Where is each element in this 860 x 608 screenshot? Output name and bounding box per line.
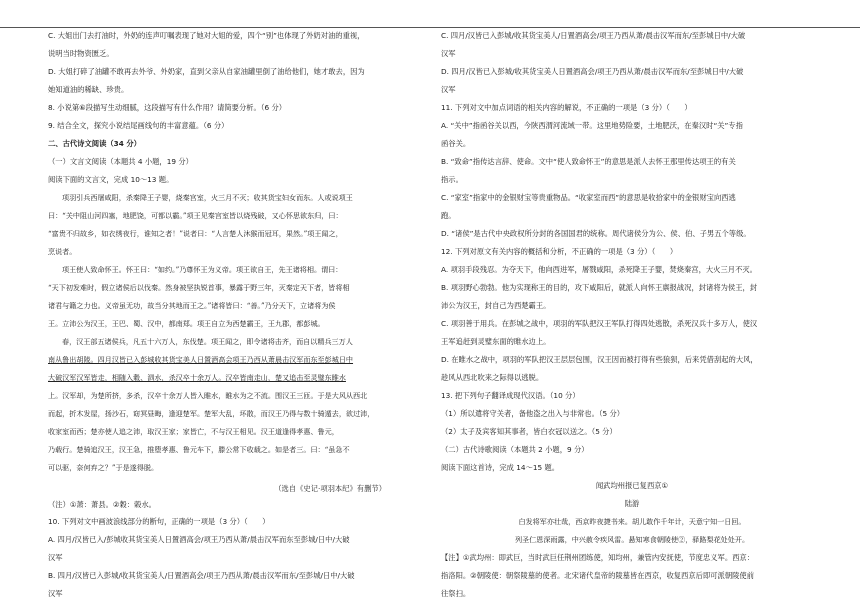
right-text-line: 汉军 <box>441 85 456 94</box>
right-text-line: C. 四月/汉皆已入彭城/收其货宝美人/日置酒高会/项王乃西从萧/晨击汉军而东/至彭城日中/大破 <box>441 31 746 40</box>
right-text-line: D. 四月/汉皆已入彭城/收其货宝美人日置酒高会/项王乃西从萧/晨击汉军而东/至彭城日中/大破 <box>441 67 744 76</box>
left-text-line: “富贵不归故乡，如衣绣夜行，谁知之者！”说者曰：“人言楚人沐猴而冠耳，果然。”项王闻之， <box>48 229 343 238</box>
left-column <box>48 0 436 608</box>
left-text-line: “天下初发难时，假立诸侯后以伐秦。然身被坚执锐首事，暴露于野三年，灭秦定天下者，皆将相 <box>48 283 350 292</box>
left-text-line: 王。立沛公为汉王，王巴、蜀、汉中，都南郑。项王自立为西楚霸王，王九郡，都彭城。 <box>48 319 325 328</box>
right-text-line: 陆游 <box>624 499 640 508</box>
left-text-line: 诸君与籍之力也。义帝虽无功，故当分其地而王之。”诸将皆曰：“善。”乃分天下，立诸将为侯 <box>48 301 336 310</box>
right-text-line: 沛公为汉王，封自己为西楚霸王。 <box>441 301 551 310</box>
right-column <box>441 0 823 608</box>
right-text-line: 闻武均州报已复西京① <box>595 481 669 490</box>
left-text-line: 曰：“关中阻山河四塞，地肥饶，可都以霸。”项王见秦宫室皆以烧残破，又心怀思欲东归，曰： <box>48 211 343 220</box>
right-text-line: 12. 下列对原文有关内容的概括和分析，不正确的一项是（3 分）（ ） <box>441 247 678 256</box>
left-text-line: 乃载行。楚骑追汉王，汉王急，推堕孝惠、鲁元车下，滕公常下收载之。如是者三。曰：“虽急不 <box>48 445 350 454</box>
right-text-line: （二）古代诗歌阅读（本题共 2 小题，9 分） <box>441 445 589 454</box>
left-text-line: 汉军 <box>48 589 63 598</box>
right-text-line: 阅读下面这首诗，完成 14～15 题。 <box>441 463 560 472</box>
left-text-line: 10. 下列对文中画波浪线部分的断句，正确的一项是（3 分）（ ） <box>48 517 270 526</box>
right-text-line: 指洛阳。②朝陵使：朝祭陵墓的使者。北宋诸代皇帝的陵墓皆在西京，收复西京后即可派朝陵使前 <box>441 571 755 580</box>
right-text-line: A. “关中”指函谷关以西，今陕西渭河流域一带。这里地势险要，土地肥沃，在秦汉时“关”专指 <box>441 121 743 130</box>
left-text-line: 阅读下面的文言文，完成 10～13 题。 <box>48 175 174 184</box>
left-text-line: 8. 小说第⑥段描写生动细腻，这段描写有什么作用？请简要分析。（6 分） <box>48 103 287 112</box>
right-text-line: B. 项羽野心勃勃。他为实现称王的目的，攻下咸阳后，就派人向怀王禀报战况，封诸将为侯王，封 <box>441 283 758 292</box>
right-text-line: 白发将军亦壮哉，西京昨夜捷书来。胡儿敢作千年计，天意宁知一日回。 <box>518 517 746 526</box>
left-text-line: 汉军 <box>48 553 63 562</box>
right-text-line: （2）太子及宾客知其事者，皆白衣冠以送之。（5 分） <box>441 427 617 436</box>
left-text-line: （选自《史记·项羽本纪》有删节） <box>274 484 386 493</box>
right-text-line: 函谷关。 <box>441 139 471 148</box>
right-text-line: 跑。 <box>441 211 456 220</box>
left-text-line: C. 大姐出门去打油时，外奶的连声叮嘱表现了她对大姐的爱，四个“别”也体现了外奶对油的重视， <box>48 31 365 40</box>
left-text-line: 南从鲁出胡陵。四月汉皆已入彭城收其货宝美人日置酒高会项王乃西从萧晨击汉军而东至彭城日中 <box>48 355 354 364</box>
right-text-line: （1）所以遣将守关者，备他盗之出入与非常也。（5 分） <box>441 409 625 418</box>
right-text-line: 13. 把下列句子翻译成现代汉语。（10 分） <box>441 391 580 400</box>
left-text-line: 而起，折木发屋，扬沙石，窈冥昼晦，逢迎楚军。楚军大乱，坏散，而汉王乃得与数十骑遁去，欲过沛， <box>48 409 375 418</box>
right-text-line: D. “诸侯”是古代中央政权所分封的各国国君的统称。周代诸侯分为公、侯、伯、子男五个等级。 <box>441 229 751 238</box>
right-text-line: 汉军 <box>441 49 456 58</box>
right-text-line: 指示。 <box>441 175 463 184</box>
left-text-line: 她知道油的稀缺、珍贵。 <box>48 85 129 94</box>
right-text-line: 11. 下列对文中加点词语的相关内容的解说，不正确的一项是（3 分）（ ） <box>441 103 692 112</box>
right-text-line: A. 项羽手段残忍。为夺天下，他向西进军，屠戮咸阳，杀死降王子婴，焚烧秦宫，大火三月不灭。 <box>441 265 757 274</box>
right-text-line: 往祭扫。 <box>441 589 471 598</box>
right-text-line: C. 项羽善于用兵。在彭城之战中，项羽的军队把汉王军队打得四处逃散，杀死汉兵十多万人，使汉 <box>441 319 758 328</box>
left-text-line: D. 大姐打碎了油罐不敢再去外爷、外奶家，直到父亲从自家油罐里倒了油给他们，她才敢去，因为 <box>48 67 365 76</box>
left-text-line: （注）①萧：萧县。②穀：榖水。 <box>48 500 156 509</box>
right-text-line: 【注】①武均州：即武巨，当时武巨任荆州团练使，知均州，兼管内安抚使，节度忠义军。西京： <box>441 553 755 562</box>
left-text-line: B. 四月/汉皆已入彭城/收其货宝美人/日置酒高会/项王乃西从萧/晨击汉军而东/至彭城/日中/大破 <box>48 571 355 580</box>
right-text-line: 列圣仁恩深雨露，中兴赦令疾风雷。悬知寒食朝陵使②，驿路梨花处处开。 <box>514 535 750 544</box>
left-text-line: 9. 结合全文，探究小说结尾画线句的丰富意蕴。（6 分） <box>48 121 229 130</box>
left-text-line: 收家室而西；楚亦使人追之沛，取汉王家；家皆亡，不与汉王相见。汉王道逢得孝惠、鲁元， <box>48 427 339 436</box>
right-text-line: B. “致命”指传达言辞、使命。文中“使人致命怀王”的意思是派人去怀王那里传达项王的有关 <box>441 157 736 166</box>
right-text-line: D. 在睢水之战中，项羽的军队把汉王层层包围，汉王因而被打得有些狼狈，后来凭借刮起的大风， <box>441 355 758 364</box>
left-text-line: 上。汉军却，为楚所挤，多杀，汉卒十余万人皆入睢水，睢水为之不流。围汉王三匝。于是大风从西北 <box>48 391 368 400</box>
left-text-line: 春，汉王部五诸侯兵，凡五十六万人，东伐楚。项王闻之，即令诸将击齐，而自以精兵三万人 <box>62 337 353 346</box>
left-text-line: 烹说者。 <box>48 247 77 256</box>
left-text-line: 二、古代诗文阅读（34 分） <box>48 139 141 148</box>
right-text-line: C. “家室”指家中的金银财宝等贵重物品。“收家室而西”的意思是收拾家中的金银财宝向西逃 <box>441 193 736 202</box>
left-text-line: （一）文言文阅读（本题共 4 小题，19 分） <box>48 157 193 166</box>
left-text-line: 说明当时物资匮乏。 <box>48 49 114 58</box>
left-text-line: 项羽引兵西屠咸阳，杀秦降王子婴，烧秦宫室，火三月不灭；收其货宝妇女而东。人或说项王 <box>62 193 353 202</box>
left-text-line: 项王使人致命怀王。怀王曰：“如约。”乃尊怀王为义帝。项王欲自王，先王诸将相。谓曰： <box>62 265 343 274</box>
right-text-line: 王军追赶到灵璧东面的睢水边上。 <box>441 337 551 346</box>
left-text-line: A. 四月/汉皆已入/彭城收其货宝美人日置酒高会/项王乃西从萧/晨击汉军而东至彭城/日中/大破 <box>48 535 350 544</box>
right-text-line: 趁风从西北吹来之际得以逃脱。 <box>441 373 544 382</box>
left-text-line: 大破汉军汉军皆走，相随入穀、泗水，杀汉卒十余万人。汉卒皆南走山，楚又追击至灵璧东睢水 <box>48 373 346 382</box>
left-text-line: 可以驱，奈何弃之？”于是遂得脱。 <box>48 463 159 472</box>
